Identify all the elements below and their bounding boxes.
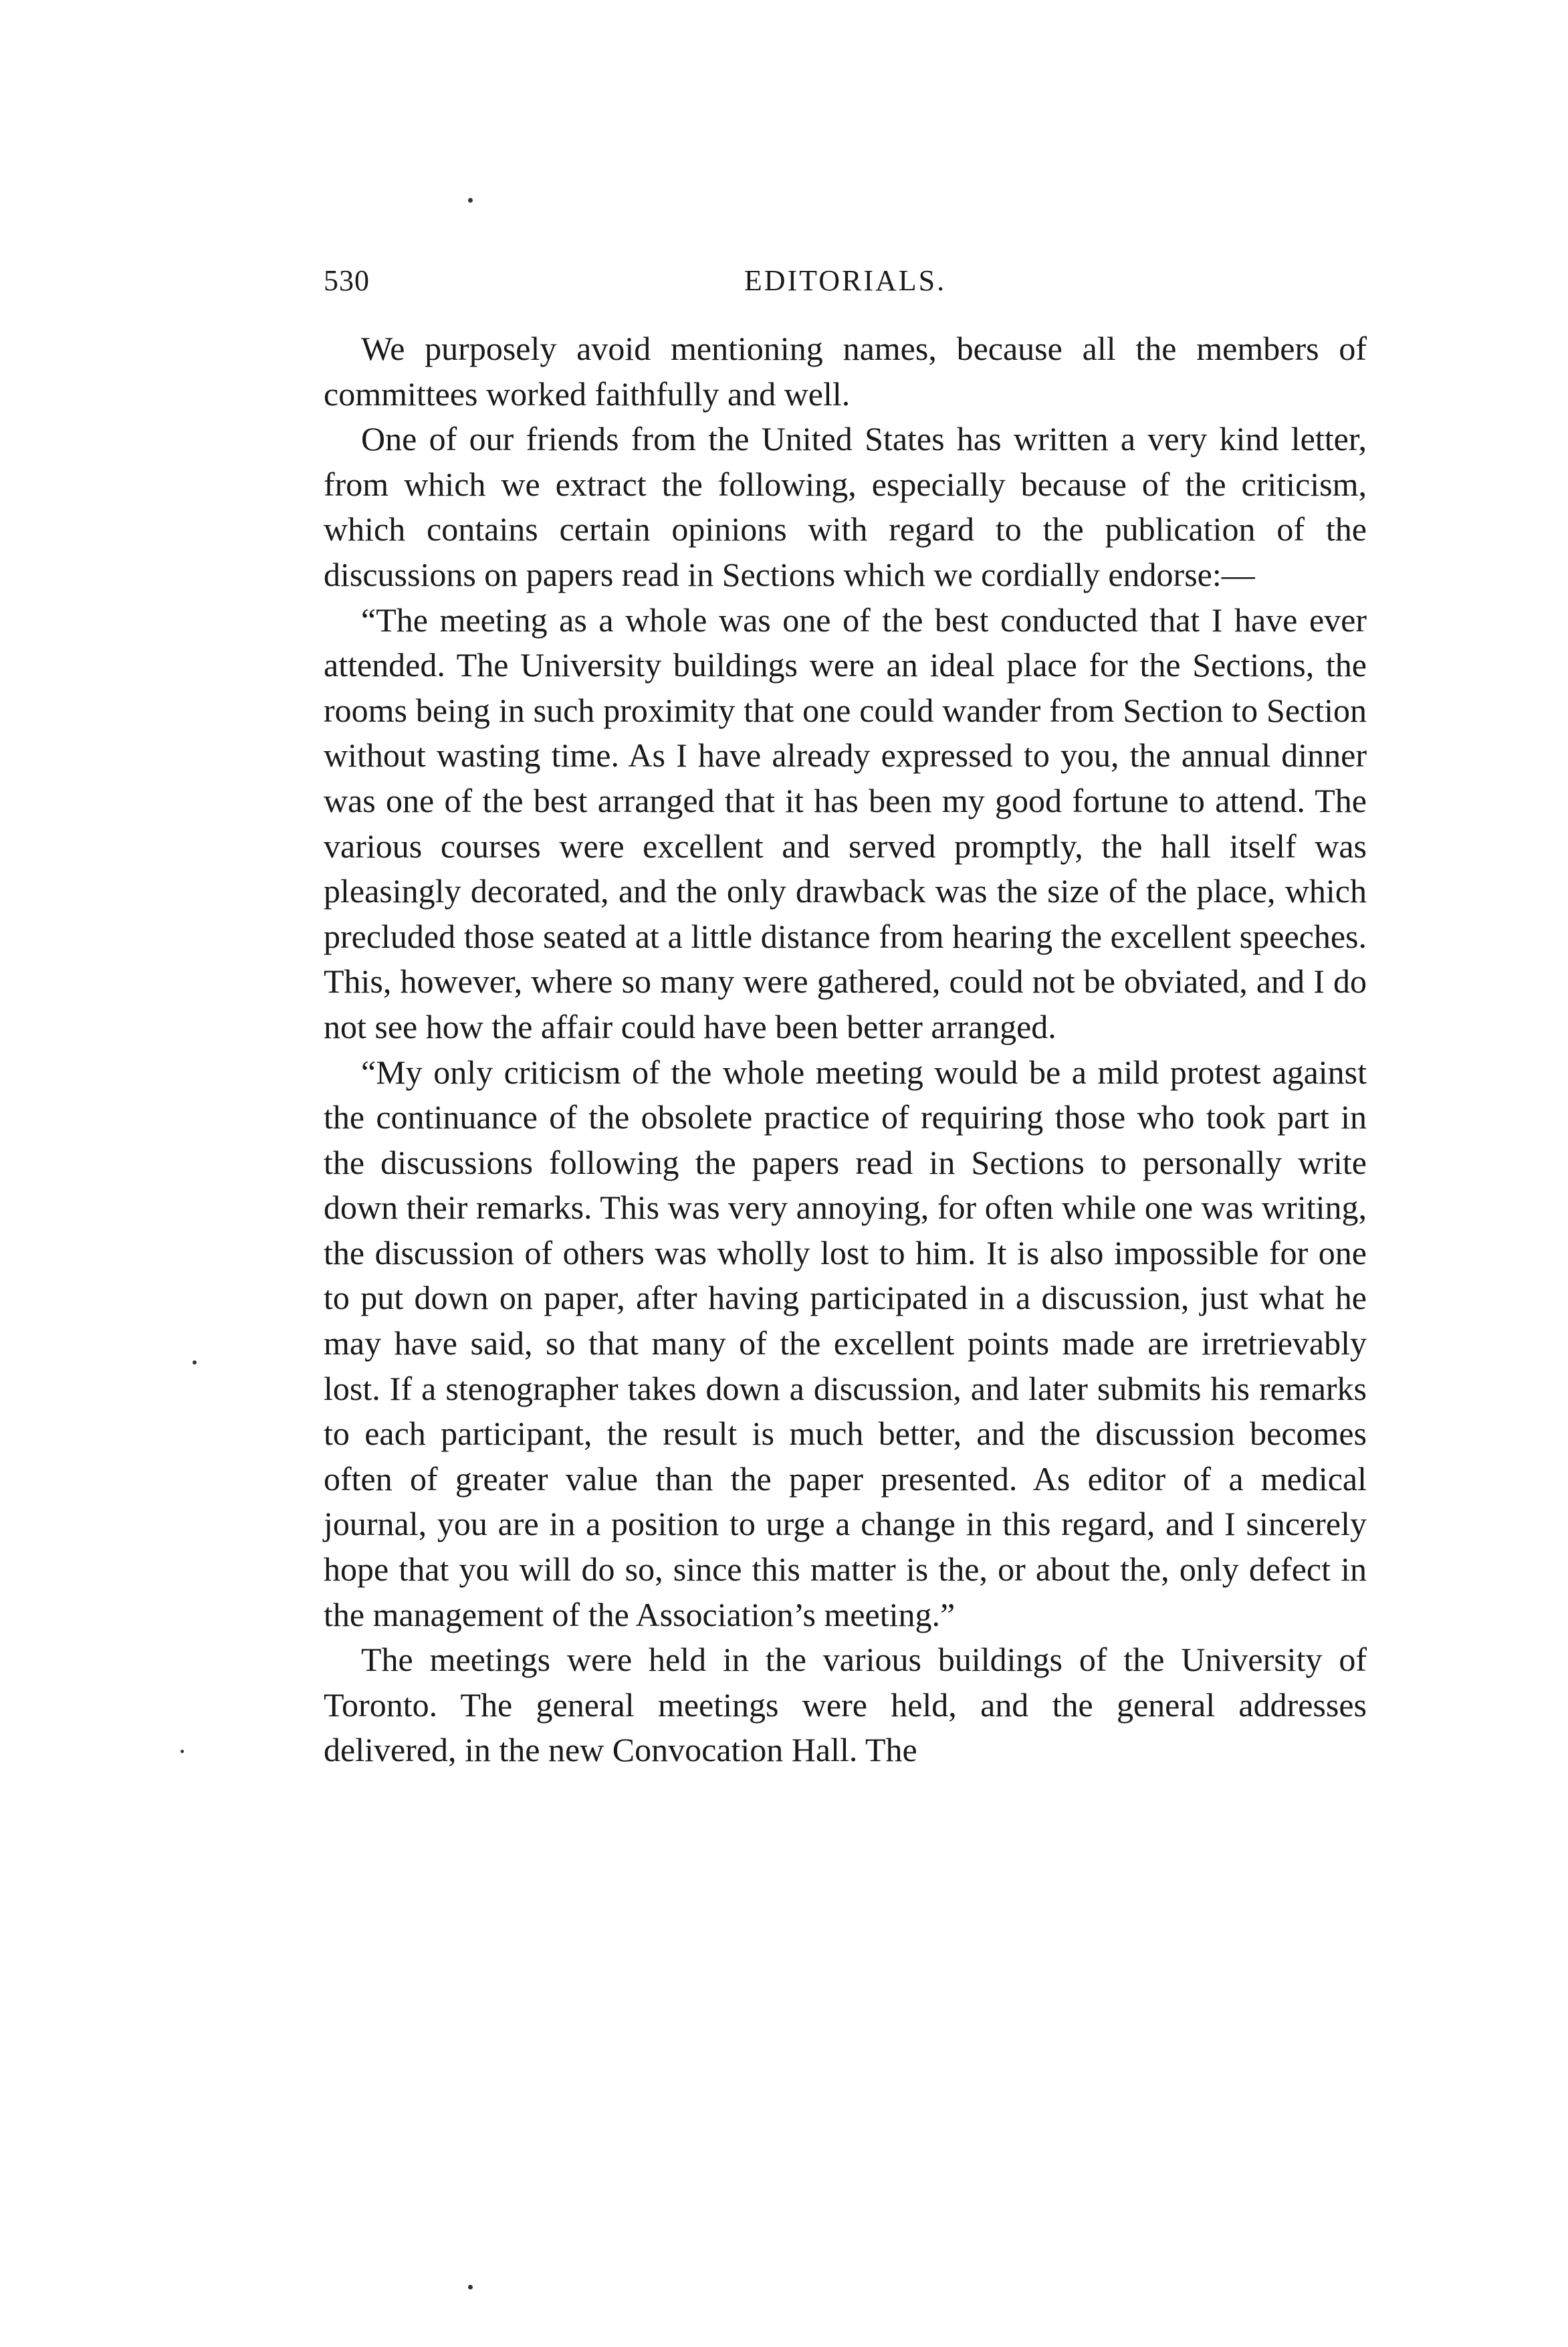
page-header (324, 254, 1367, 308)
page-number: 530 (324, 264, 370, 297)
print-speck (193, 1360, 197, 1364)
paragraph-quote-criticism: “My only criticism of the whole meeting would be a mild protest against the continuance of the obsolete practice of requiring those who took part in the discussions following the papers read in Sections to personally write down their remarks. This was very annoying, for often while one was writing, the discussion of others was wholly lost to him. It is also impossible for one to put down on paper, after having participated in a discussion, just what he may have said, so that many of the excellent points made are irretrievably lost. If a stenographer takes down a discussion, and later submits his remarks to each participant, the result is much better, and the discussion becomes often of greater value than the paper presented. As editor of a medical journal, you are in a position to urge a change in this regard, and I sincerely hope that you will do so, since this matter is the, or about the, only defect in the management of the Association’s meeting.” (324, 1053, 1367, 1633)
paragraph-meetings-location: The meetings were held in the various buildings of the University of Toronto. The general meetings were held, and the general addresses delivered, in the new Convocation Hall. The (324, 1641, 1367, 1769)
running-head: EDITORIALS. (744, 264, 947, 297)
paragraph-names-note: We purposely avoid mentioning names, because all the members of committees worked faithfully and well. (324, 330, 1367, 413)
print-speck (468, 198, 473, 203)
print-speck (468, 2285, 473, 2289)
paragraph-letter-intro: One of our friends from the United States has written a very kind letter, from which we extract the following, especially because of the criticism, which contains certain opinions with regard to the publication of the discussions on papers read in Sections which we cordially endorse:— (324, 420, 1367, 593)
paragraph-quote-meeting: “The meeting as a whole was one of the best conducted that I have ever attended. The University buildings were an ideal place for the Sections, the rooms being in such proximity that one could wander from Section to Section without wasting time. As I have already expressed to you, the annual dinner was one of the best arranged that it has been my good fortune to attend. The various courses were excellent and served promptly, the hall itself was pleasingly decorated, and the only drawback was the size of the place, which precluded those seated at a little distance from hearing the excellent speeches. This, however, where so many were gathered, could not be obviated, and I do not see how the affair could have been better arranged. (324, 601, 1367, 1045)
editorial-body (324, 326, 1367, 1773)
print-speck (181, 1750, 184, 1753)
